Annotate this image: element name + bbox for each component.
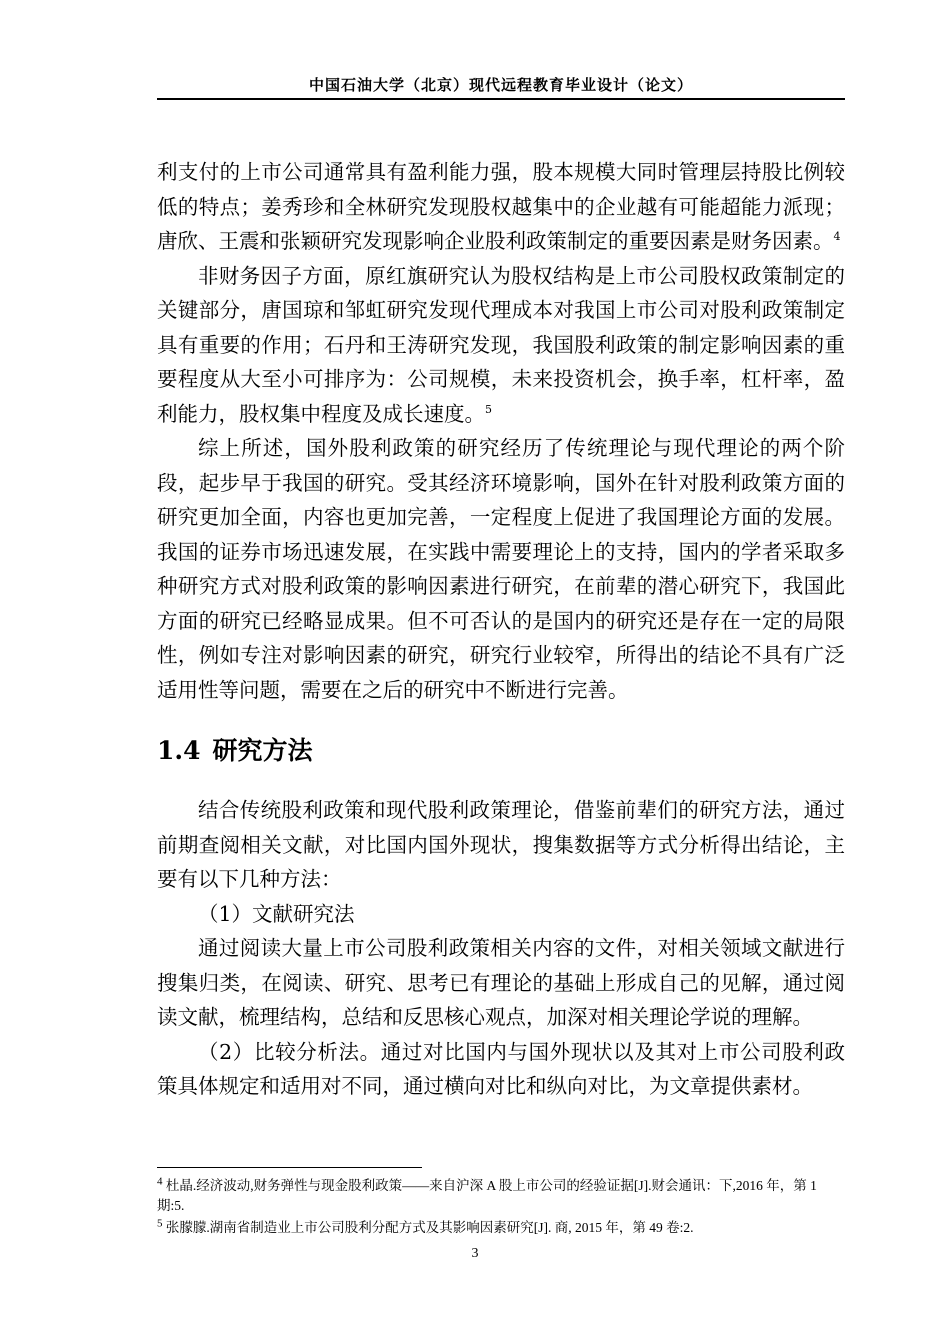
section-title: 研究方法 (212, 736, 313, 765)
footnotes (157, 1176, 845, 1240)
footnote-ref-5: 5 (485, 402, 492, 416)
paragraph-continued (157, 155, 845, 259)
methods-intro: 结合传统股利政策和现代股利政策理论，借鉴前辈们的研究方法，通过前期查阅相关文献，对比国内国外现状，搜集数据等方式分析得出结论，主要有以下几种方法： (157, 798, 845, 891)
footnote-number: 4 (157, 1175, 163, 1188)
footnote-ref-4: 4 (833, 230, 841, 244)
main-text (157, 155, 845, 1104)
paragraph-text: 非财务因子方面，原红旗研究认为股权结构是上市公司股权政策制定的关键部分，唐国琼和邹虹研究发现代理成本对我国上市公司对股利政策制定具有重要的作用；石丹和王涛研究发现，我国股利政策的制定影响因素的重要程度从大至小可排序为：公司规模，未来投资机会，换手率，杠杆率，盈利能力，股权集中程度及成长速度。 (157, 263, 845, 426)
method-item-1-body: 通过阅读大量上市公司股利政策相关内容的文件，对相关领域文献进行搜集归类，在阅读、研究、思考已有理论的基础上形成自己的见解，通过阅读文献，梳理结构，总结和反思核心观点，加深对相关理论学说的理解。 (157, 936, 845, 1029)
method-item-2: （2）比较分析法。通过对比国内与国外现状以及其对上市公司股利政策具体规定和适用对不同，通过横向对比和纵向对比，为文章提供素材。 (157, 1039, 845, 1098)
section-number: 1.4 (157, 736, 201, 765)
footnote-divider (157, 1167, 422, 1168)
footnote-text: 张朦朦.湖南省制造业上市公司股利分配方式及其影响因素研究[J]. 商, 2015 年，第 49 卷:2. (165, 1220, 694, 1235)
paragraph-summary: 综上所述，国外股利政策的研究经历了传统理论与现代理论的两个阶段，起步早于我国的研究。受其经济环境影响，国外在针对股利政策方面的研究更加全面，内容也更加完善，一定程度上促进了我国理论方面的发展。我国的证券市场迅速发展，在实践中需要理论上的支持，国内的学者采取多种研究方式对股利政策的影响因素进行研究，在前辈的潜心研究下，我国此方面的研究已经略显成果。但不可否认的是国内的研究还是存在一定的局限性，例如专注对影响因素的研究，研究行业较窄，所得出的结论不具有广泛适用性等问题，需要在之后的研究中不断进行完善。 (157, 436, 845, 702)
footnote-5 (157, 1218, 845, 1238)
page-number: 3 (471, 1246, 479, 1261)
page-header-title: 中国石油大学（北京）现代远程教育毕业设计（论文） (308, 76, 693, 94)
paragraph-nonfinancial (157, 259, 845, 432)
footnote-text: 杜晶.经济波动,财务弹性与现金股利政策——来自沪深 A 股上市公司的经验证据[J].财会通讯：下,2016 年，第 1 期:5. (157, 1178, 817, 1213)
paragraph-text: 利支付的上市公司通常具有盈利能力强，股本规模大同时管理层持股比例较低的特点；姜秀珍和全林研究发现股权越集中的企业越有可能超能力派现；唐欣、王震和张颖研究发现影响企业股利政策制定的重要因素是财务因素。 (157, 160, 845, 253)
footnote-4 (157, 1176, 845, 1216)
footnote-number: 5 (157, 1217, 163, 1230)
method-item-1-title: （1）文献研究法 (198, 901, 355, 926)
header-divider (157, 98, 845, 100)
section-heading (157, 733, 845, 769)
